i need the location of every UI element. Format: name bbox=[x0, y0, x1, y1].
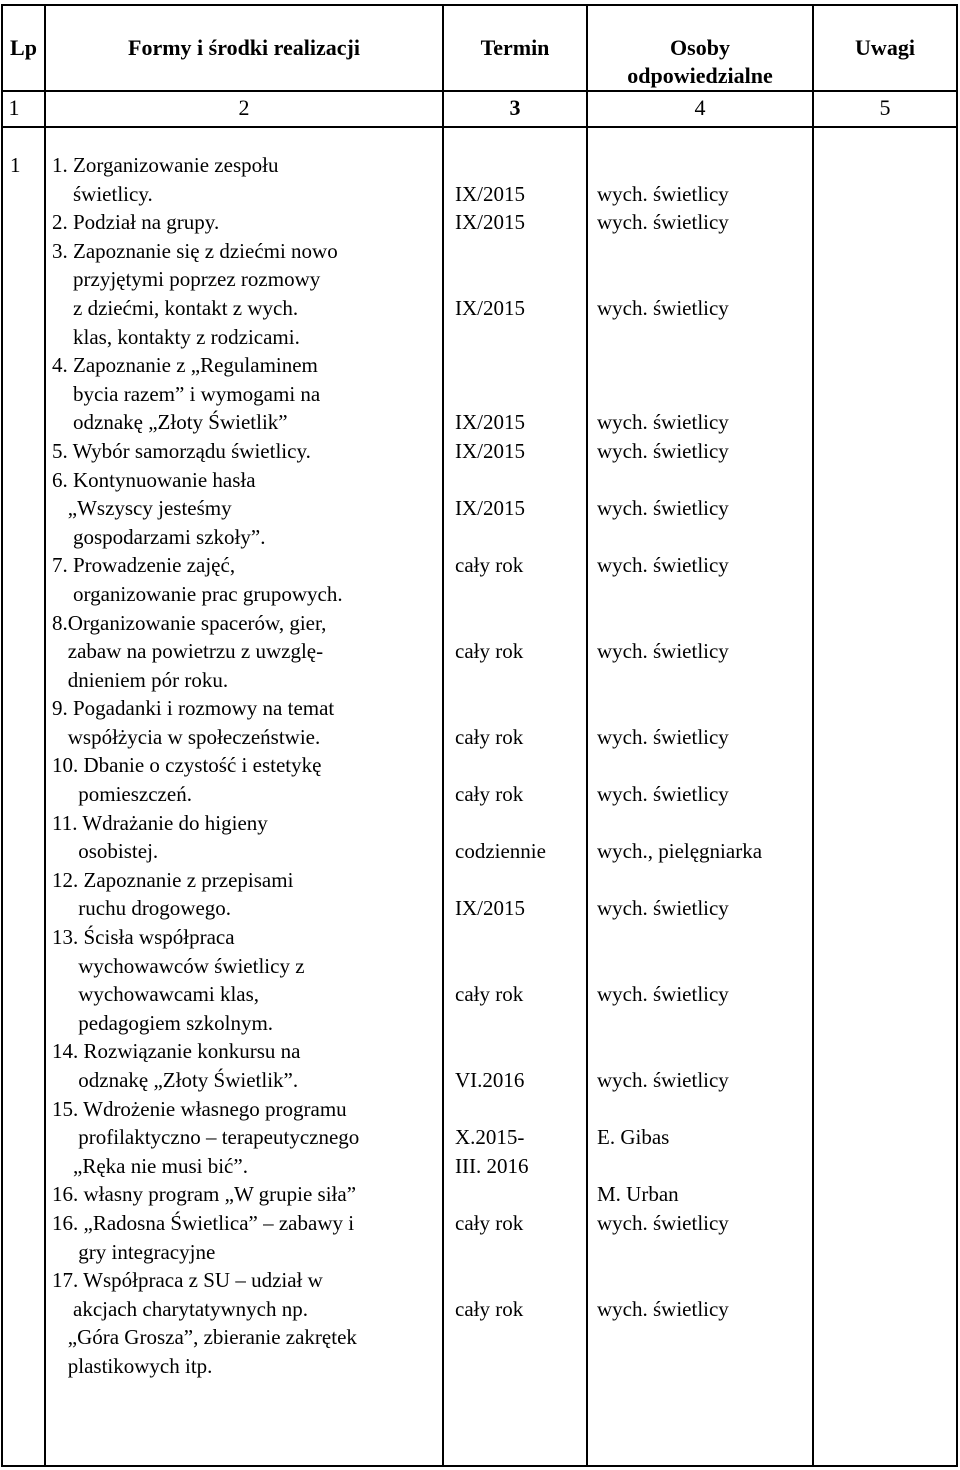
formy-line: 5. Wybór samorządu świetlicy. bbox=[52, 438, 311, 463]
osoby-line bbox=[597, 609, 762, 638]
formy-line: współżycia w społeczeństwie. bbox=[52, 724, 321, 749]
termin-line: codziennie bbox=[455, 839, 546, 864]
header-uwagi: Uwagi bbox=[855, 35, 915, 60]
table-border-top bbox=[1, 4, 958, 6]
header-formy: Formy i środki realizacji bbox=[128, 35, 360, 60]
osoby-line: wych. świetlicy bbox=[597, 410, 729, 435]
osoby-line bbox=[597, 351, 762, 380]
osoby-line: wych. świetlicy bbox=[597, 982, 729, 1007]
osoby-line bbox=[597, 380, 762, 409]
termin-line bbox=[455, 237, 546, 266]
osoby-line bbox=[597, 237, 762, 266]
termin-line: IX/2015 bbox=[455, 410, 525, 435]
termin-line bbox=[455, 1037, 546, 1066]
termin-line: cały rok bbox=[455, 639, 524, 664]
formy-column bbox=[52, 151, 359, 1381]
column-divider-1 bbox=[44, 4, 46, 1467]
termin-line bbox=[455, 609, 546, 638]
termin-line: IX/2015 bbox=[455, 438, 525, 463]
osoby-line: wych. świetlicy bbox=[597, 496, 729, 521]
termin-line: IX/2015 bbox=[455, 896, 525, 921]
formy-line: gry integracyjne bbox=[52, 1239, 216, 1264]
column-number-5: 5 bbox=[879, 95, 891, 120]
termin-line: cały rok bbox=[455, 982, 524, 1007]
formy-line: 7. Prowadzenie zajęć, bbox=[52, 553, 236, 578]
formy-line: 11. Wdrażanie do higieny bbox=[52, 810, 268, 835]
osoby-line: wych. świetlicy bbox=[597, 210, 729, 235]
formy-line: odznakę „Złoty Świetlik”. bbox=[52, 1068, 299, 1092]
osoby-line: wych. świetlicy bbox=[597, 896, 729, 921]
osoby-line: wych. świetlicy bbox=[597, 724, 729, 749]
formy-line: dnieniem pór roku. bbox=[52, 667, 229, 692]
header-termin: Termin bbox=[480, 35, 550, 60]
osoby-line: wych. świetlicy bbox=[597, 1296, 729, 1321]
osoby-line bbox=[597, 1095, 762, 1124]
osoby-line: wych., pielęgniarka bbox=[597, 839, 763, 864]
osoby-line: wych. świetlicy bbox=[597, 639, 729, 664]
termin-line bbox=[455, 1009, 546, 1038]
formy-line: 1. Zorganizowanie zespołu bbox=[52, 153, 279, 177]
termin-line: cały rok bbox=[455, 724, 524, 749]
formy-line: wychowawców świetlicy z bbox=[52, 953, 305, 978]
osoby-line bbox=[597, 1152, 762, 1181]
formy-line: 12. Zapoznanie z przepisami bbox=[52, 867, 294, 892]
formy-line: akcjach charytatywnych np. bbox=[52, 1296, 308, 1321]
formy-line: 6. Kontynuowanie hasła bbox=[52, 467, 256, 492]
column-divider-4 bbox=[812, 4, 814, 1467]
header-osoby bbox=[588, 34, 812, 90]
osoby-line bbox=[597, 265, 762, 294]
osoby-line bbox=[597, 866, 762, 895]
formy-line: 17. Współpraca z SU – udział w bbox=[52, 1268, 323, 1293]
osoby-line bbox=[597, 751, 762, 780]
osoby-line bbox=[597, 952, 762, 981]
osoby-line bbox=[597, 523, 762, 552]
formy-line: 2. Podział na grupy. bbox=[52, 210, 220, 235]
formy-line: 10. Dbanie o czystość i estetykę bbox=[52, 753, 322, 778]
termin-line bbox=[455, 265, 546, 294]
termin-line bbox=[455, 1180, 546, 1209]
formy-line: z dziećmi, kontakt z wych. bbox=[52, 295, 299, 320]
osoby-column bbox=[597, 151, 762, 1381]
termin-line bbox=[455, 923, 546, 952]
termin-line bbox=[455, 952, 546, 981]
formy-line: pomieszczeń. bbox=[52, 782, 192, 807]
termin-line: cały rok bbox=[455, 782, 524, 807]
table-border-bottom bbox=[1, 1465, 958, 1467]
termin-line bbox=[455, 523, 546, 552]
column-number-1: 1 bbox=[8, 95, 20, 120]
header-lp: Lp bbox=[10, 35, 37, 60]
termin-line: cały rok bbox=[455, 1210, 524, 1235]
osoby-line bbox=[597, 1009, 762, 1038]
formy-line: wychowawcami klas, bbox=[52, 982, 260, 1007]
formy-line: osobistej. bbox=[52, 839, 159, 864]
termin-line: III. 2016 bbox=[455, 1153, 529, 1178]
formy-line: 16. własny program „W grupie siła” bbox=[52, 1182, 357, 1207]
formy-line: 14. Rozwiązanie konkursu na bbox=[52, 1039, 301, 1064]
formy-line: pedagogiem szkolnym. bbox=[52, 1010, 274, 1035]
osoby-line bbox=[597, 923, 762, 952]
termin-line bbox=[455, 1095, 546, 1124]
header-osoby-line2: odpowiedzialne bbox=[627, 63, 773, 88]
osoby-line bbox=[597, 1238, 762, 1267]
formy-line: organizowanie prac grupowych. bbox=[52, 581, 343, 606]
formy-line: świetlicy. bbox=[52, 181, 153, 206]
formy-line: zabaw na powietrzu z uwzglę- bbox=[52, 639, 324, 664]
osoby-line bbox=[597, 580, 762, 609]
row-lp: 1 bbox=[10, 153, 21, 177]
osoby-line bbox=[597, 1323, 762, 1352]
termin-line bbox=[455, 351, 546, 380]
osoby-line: M. Urban bbox=[597, 1182, 679, 1207]
termin-line bbox=[455, 323, 546, 352]
table-border-left bbox=[1, 4, 3, 1467]
formy-line: 4. Zapoznanie z „Regulaminem bbox=[52, 353, 318, 378]
formy-line: 16. „Radosna Świetlica” – zabawy i bbox=[52, 1210, 355, 1235]
formy-line: plastikowych itp. bbox=[52, 1353, 213, 1378]
osoby-line: wych. świetlicy bbox=[597, 553, 729, 578]
termin-line: IX/2015 bbox=[455, 295, 525, 320]
osoby-line bbox=[597, 1037, 762, 1066]
formy-line: „Góra Grosza”, zbieranie zakrętek bbox=[52, 1325, 357, 1350]
formy-line: przyjętymi poprzez rozmowy bbox=[52, 267, 321, 292]
termin-line bbox=[455, 1266, 546, 1295]
formy-line: 8.Organizowanie spacerów, gier, bbox=[52, 610, 327, 635]
termin-line: IX/2015 bbox=[455, 181, 525, 206]
column-number-4: 4 bbox=[694, 95, 706, 120]
formy-line: 3. Zapoznanie się z dziećmi nowo bbox=[52, 238, 338, 263]
osoby-line: wych. świetlicy bbox=[597, 295, 729, 320]
formy-line: odznakę „Złoty Świetlik” bbox=[52, 410, 288, 435]
termin-line bbox=[455, 666, 546, 695]
osoby-line: wych. świetlicy bbox=[597, 1068, 729, 1092]
formy-line: 9. Pogadanki i rozmowy na temat bbox=[52, 696, 335, 721]
formy-line: „Ręka nie musi bić”. bbox=[52, 1153, 248, 1178]
header-osoby-line1: Osoby bbox=[670, 35, 730, 60]
osoby-line: wych. świetlicy bbox=[597, 438, 729, 463]
formy-line: klas, kontakty z rodzicami. bbox=[52, 324, 300, 349]
osoby-line bbox=[597, 666, 762, 695]
osoby-line bbox=[597, 1266, 762, 1295]
termin-line: cały rok bbox=[455, 1296, 524, 1321]
number-row-divider bbox=[1, 126, 958, 128]
termin-line: X.2015- bbox=[455, 1125, 525, 1150]
table-border-right bbox=[956, 4, 958, 1467]
formy-line: bycia razem” i wymogami na bbox=[52, 381, 321, 406]
termin-line bbox=[455, 809, 546, 838]
formy-line: 15. Wdrożenie własnego programu bbox=[52, 1096, 347, 1121]
osoby-line bbox=[597, 466, 762, 495]
termin-line bbox=[455, 466, 546, 495]
termin-line bbox=[455, 866, 546, 895]
termin-line: VI.2016 bbox=[455, 1068, 525, 1092]
osoby-line: wych. świetlicy bbox=[597, 1210, 729, 1235]
header-row-divider bbox=[1, 90, 958, 92]
osoby-line: wych. świetlicy bbox=[597, 782, 729, 807]
termin-line bbox=[455, 751, 546, 780]
osoby-line bbox=[597, 323, 762, 352]
formy-line: profilaktyczno – terapeutycznego bbox=[52, 1125, 360, 1150]
osoby-line bbox=[597, 809, 762, 838]
termin-line: IX/2015 bbox=[455, 496, 525, 521]
osoby-line: E. Gibas bbox=[597, 1125, 670, 1150]
termin-line bbox=[455, 1352, 546, 1381]
osoby-line bbox=[597, 694, 762, 723]
column-number-3: 3 bbox=[509, 95, 521, 120]
osoby-line bbox=[597, 1352, 762, 1381]
formy-line: ruchu drogowego. bbox=[52, 896, 232, 921]
formy-line: „Wszyscy jesteśmy bbox=[52, 496, 232, 521]
termin-line bbox=[455, 1238, 546, 1267]
termin-line bbox=[455, 580, 546, 609]
column-divider-3 bbox=[586, 4, 588, 1467]
column-number-2: 2 bbox=[238, 95, 250, 120]
termin-line bbox=[455, 380, 546, 409]
termin-line bbox=[455, 151, 546, 180]
termin-line bbox=[455, 694, 546, 723]
termin-line bbox=[455, 1323, 546, 1352]
termin-line: IX/2015 bbox=[455, 210, 525, 235]
formy-line: gospodarzami szkoły”. bbox=[52, 524, 266, 549]
termin-column bbox=[455, 151, 546, 1381]
column-divider-2 bbox=[442, 4, 444, 1467]
osoby-line: wych. świetlicy bbox=[597, 181, 729, 206]
formy-line: 13. Ścisła współpraca bbox=[52, 925, 235, 950]
termin-line: cały rok bbox=[455, 553, 524, 578]
osoby-line bbox=[597, 151, 762, 180]
